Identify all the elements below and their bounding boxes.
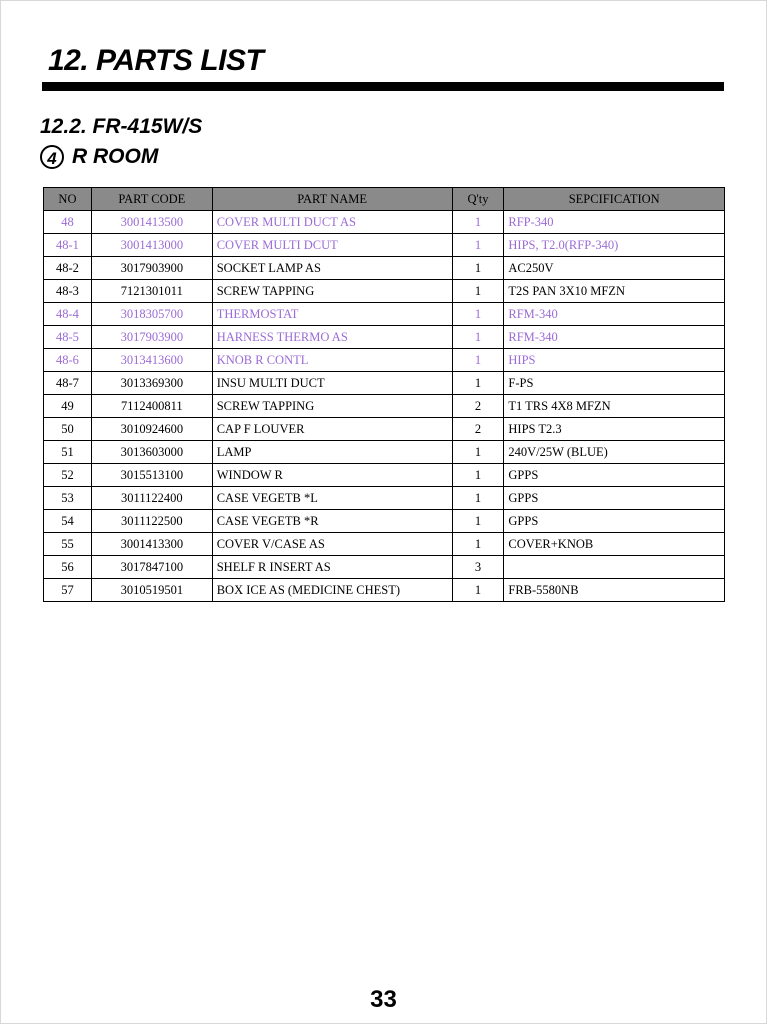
cell-part-code: 3013603000 xyxy=(91,441,212,464)
column-header-qty: Q'ty xyxy=(452,188,504,211)
cell-part-name: SHELF R INSERT AS xyxy=(212,556,452,579)
section-title: 12.2. FR-415W/S xyxy=(40,115,203,138)
cell-specification: HIPS xyxy=(504,349,725,372)
cell-part-code: 3011122500 xyxy=(91,510,212,533)
cell-specification: F-PS xyxy=(504,372,725,395)
cell-part-code: 7112400811 xyxy=(91,395,212,418)
cell-part-name: HARNESS THERMO AS xyxy=(212,326,452,349)
cell-part-name: LAMP xyxy=(212,441,452,464)
table-row xyxy=(44,579,725,602)
page-number: 33 xyxy=(370,986,397,1013)
cell-qty: 2 xyxy=(452,395,504,418)
table-row xyxy=(44,349,725,372)
cell-specification: T2S PAN 3X10 MFZN xyxy=(504,280,725,303)
cell-specification: HIPS T2.3 xyxy=(504,418,725,441)
cell-no: 49 xyxy=(44,395,92,418)
cell-part-name: KNOB R CONTL xyxy=(212,349,452,372)
cell-part-code: 3017903900 xyxy=(91,326,212,349)
cell-part-code: 3010924600 xyxy=(91,418,212,441)
cell-specification: RFM-340 xyxy=(504,303,725,326)
table-row xyxy=(44,257,725,280)
cell-specification: COVER+KNOB xyxy=(504,533,725,556)
table-row xyxy=(44,441,725,464)
cell-qty: 1 xyxy=(452,533,504,556)
table-row xyxy=(44,510,725,533)
cell-no: 48-1 xyxy=(44,234,92,257)
cell-part-name: SCREW TAPPING xyxy=(212,280,452,303)
cell-part-code: 7121301011 xyxy=(91,280,212,303)
table-row xyxy=(44,211,725,234)
cell-no: 48-3 xyxy=(44,280,92,303)
cell-qty: 1 xyxy=(452,326,504,349)
cell-qty: 1 xyxy=(452,211,504,234)
room-name: R ROOM xyxy=(72,145,159,168)
cell-qty: 1 xyxy=(452,257,504,280)
cell-specification: GPPS xyxy=(504,487,725,510)
cell-part-name: SCREW TAPPING xyxy=(212,395,452,418)
cell-part-code: 3017847100 xyxy=(91,556,212,579)
column-header-part-name: PART NAME xyxy=(212,188,452,211)
cell-part-name: COVER MULTI DCUT xyxy=(212,234,452,257)
table-row xyxy=(44,556,725,579)
cell-specification: GPPS xyxy=(504,464,725,487)
cell-qty: 1 xyxy=(452,234,504,257)
cell-qty: 1 xyxy=(452,579,504,602)
cell-part-code: 3017903900 xyxy=(91,257,212,280)
cell-part-name: SOCKET LAMP AS xyxy=(212,257,452,280)
cell-specification: FRB-5580NB xyxy=(504,579,725,602)
cell-specification: T1 TRS 4X8 MFZN xyxy=(504,395,725,418)
cell-part-code: 3013413600 xyxy=(91,349,212,372)
cell-specification: 240V/25W (BLUE) xyxy=(504,441,725,464)
cell-qty: 1 xyxy=(452,303,504,326)
cell-no: 48-2 xyxy=(44,257,92,280)
table-row xyxy=(44,234,725,257)
section-heading xyxy=(40,112,202,172)
cell-no: 51 xyxy=(44,441,92,464)
cell-part-name: CASE VEGETB *R xyxy=(212,510,452,533)
cell-part-name: CAP F LOUVER xyxy=(212,418,452,441)
table-row xyxy=(44,487,725,510)
table-row xyxy=(44,303,725,326)
table-header-row xyxy=(44,188,725,211)
room-heading xyxy=(40,142,202,172)
parts-table xyxy=(43,187,725,602)
cell-no: 52 xyxy=(44,464,92,487)
parts-table-body xyxy=(44,211,725,602)
title-rule xyxy=(42,82,724,91)
cell-no: 48-4 xyxy=(44,303,92,326)
cell-no: 54 xyxy=(44,510,92,533)
cell-no: 50 xyxy=(44,418,92,441)
cell-specification: RFP-340 xyxy=(504,211,725,234)
cell-qty: 3 xyxy=(452,556,504,579)
cell-qty: 1 xyxy=(452,349,504,372)
cell-part-code: 3015513100 xyxy=(91,464,212,487)
cell-part-name: BOX ICE AS (MEDICINE CHEST) xyxy=(212,579,452,602)
cell-no: 53 xyxy=(44,487,92,510)
table-row xyxy=(44,326,725,349)
table-row xyxy=(44,418,725,441)
cell-no: 48 xyxy=(44,211,92,234)
table-row xyxy=(44,395,725,418)
cell-part-name: COVER MULTI DUCT AS xyxy=(212,211,452,234)
cell-no: 55 xyxy=(44,533,92,556)
cell-no: 48-7 xyxy=(44,372,92,395)
cell-part-code: 3011122400 xyxy=(91,487,212,510)
table-row xyxy=(44,280,725,303)
cell-qty: 2 xyxy=(452,418,504,441)
cell-part-code: 3001413300 xyxy=(91,533,212,556)
cell-qty: 1 xyxy=(452,464,504,487)
cell-part-code: 3001413000 xyxy=(91,234,212,257)
room-number-badge: 4 xyxy=(40,145,64,169)
page-title: 12. PARTS LIST xyxy=(48,44,264,77)
cell-specification xyxy=(504,556,725,579)
cell-no: 57 xyxy=(44,579,92,602)
table-row xyxy=(44,464,725,487)
cell-part-name: COVER V/CASE AS xyxy=(212,533,452,556)
cell-part-name: THERMOSTAT xyxy=(212,303,452,326)
cell-part-code: 3013369300 xyxy=(91,372,212,395)
cell-part-code: 3001413500 xyxy=(91,211,212,234)
cell-part-name: INSU MULTI DUCT xyxy=(212,372,452,395)
column-header-part-code: PART CODE xyxy=(91,188,212,211)
column-header-no: NO xyxy=(44,188,92,211)
cell-qty: 1 xyxy=(452,510,504,533)
cell-part-name: WINDOW R xyxy=(212,464,452,487)
cell-part-name: CASE VEGETB *L xyxy=(212,487,452,510)
table-row xyxy=(44,533,725,556)
cell-specification: AC250V xyxy=(504,257,725,280)
cell-part-code: 3018305700 xyxy=(91,303,212,326)
cell-part-code: 3010519501 xyxy=(91,579,212,602)
cell-no: 48-5 xyxy=(44,326,92,349)
cell-no: 56 xyxy=(44,556,92,579)
cell-qty: 1 xyxy=(452,487,504,510)
column-header-specification: SEPCIFICATION xyxy=(504,188,725,211)
cell-qty: 1 xyxy=(452,441,504,464)
cell-specification: GPPS xyxy=(504,510,725,533)
cell-specification: HIPS, T2.0(RFP-340) xyxy=(504,234,725,257)
cell-specification: RFM-340 xyxy=(504,326,725,349)
cell-qty: 1 xyxy=(452,280,504,303)
cell-qty: 1 xyxy=(452,372,504,395)
table-row xyxy=(44,372,725,395)
cell-no: 48-6 xyxy=(44,349,92,372)
